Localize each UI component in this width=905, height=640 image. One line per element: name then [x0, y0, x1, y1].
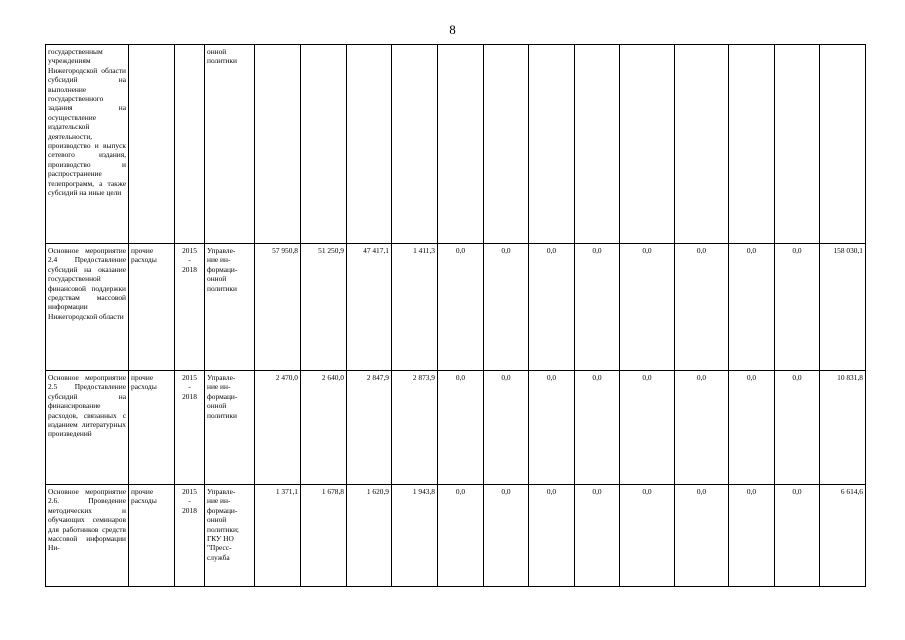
- value-cell: 2 470,0: [255, 371, 301, 485]
- value-cell: 0,0: [438, 244, 484, 371]
- measure-description: Основное мероприятие 2.4 Предоставление субсидий на оказание государственной финансовой поддержки средствам массовой информации Нижегородской области: [46, 244, 129, 371]
- page-number: 8: [449, 22, 456, 37]
- value-cell: 0,0: [575, 244, 620, 371]
- period-years: [175, 45, 205, 244]
- total-cell: 10 831,8: [820, 371, 866, 485]
- executor: Управле- ние ин- формаци- онной политики: [205, 244, 255, 371]
- value-cell: 1 620,9: [347, 485, 392, 587]
- value-cell: 57 950,8: [255, 244, 301, 371]
- table-row: [46, 244, 866, 371]
- value-cell: [620, 45, 675, 244]
- value-cell: [484, 45, 529, 244]
- executor: Управле- ние ин- формаци- онной политики; ГКУ НО "Пресс- служба: [205, 485, 255, 587]
- executor: Управле- ние ин- формаци- онной политики: [205, 371, 255, 485]
- value-cell: [575, 45, 620, 244]
- value-cell: 0,0: [775, 371, 820, 485]
- total-cell: [820, 45, 866, 244]
- value-cell: 0,0: [529, 485, 575, 587]
- value-cell: 0,0: [484, 244, 529, 371]
- value-cell: 0,0: [729, 244, 775, 371]
- value-cell: 0,0: [775, 244, 820, 371]
- value-cell: 0,0: [438, 485, 484, 587]
- period-years: 2015 - 2018: [175, 371, 205, 485]
- expense-category: прочие расходы: [129, 244, 175, 371]
- measure-description: государственным учреждениям Нижегородской области субсидий на выполнение государственного задания на осуществление издательской деятельности, производство и выпуск сетевого издания, производство и распространение телепрограмм, а также субсидий на иные цели: [46, 45, 129, 244]
- total-cell: 158 030,1: [820, 244, 866, 371]
- value-cell: 2 640,0: [301, 371, 347, 485]
- value-cell: 0,0: [675, 244, 729, 371]
- period-years: 2015 - 2018: [175, 485, 205, 587]
- table-row: [46, 485, 866, 587]
- table-row: [46, 371, 866, 485]
- value-cell: 0,0: [675, 485, 729, 587]
- value-cell: 0,0: [529, 371, 575, 485]
- expense-category: прочие расходы: [129, 485, 175, 587]
- value-cell: 0,0: [620, 244, 675, 371]
- value-cell: 0,0: [729, 371, 775, 485]
- expense-category: прочие расходы: [129, 371, 175, 485]
- table-row: [46, 45, 866, 244]
- value-cell: [392, 45, 438, 244]
- value-cell: [438, 45, 484, 244]
- value-cell: 0,0: [775, 485, 820, 587]
- value-cell: [529, 45, 575, 244]
- value-cell: 0,0: [620, 371, 675, 485]
- value-cell: [347, 45, 392, 244]
- value-cell: 0,0: [484, 371, 529, 485]
- total-cell: 6 614,6: [820, 485, 866, 587]
- budget-table: [45, 44, 866, 587]
- value-cell: [675, 45, 729, 244]
- value-cell: 1 411,3: [392, 244, 438, 371]
- value-cell: 0,0: [575, 485, 620, 587]
- executor: онной политики: [205, 45, 255, 244]
- period-years: 2015 - 2018: [175, 244, 205, 371]
- measure-description: Основное мероприятие 2.6. Проведение методических и обучающих семинаров для работников средств массовой информации Ни-: [46, 485, 129, 587]
- value-cell: 2 873,9: [392, 371, 438, 485]
- value-cell: [775, 45, 820, 244]
- value-cell: 0,0: [729, 485, 775, 587]
- value-cell: [729, 45, 775, 244]
- value-cell: 1 678,8: [301, 485, 347, 587]
- value-cell: 0,0: [529, 244, 575, 371]
- expense-category: [129, 45, 175, 244]
- value-cell: [255, 45, 301, 244]
- value-cell: [301, 45, 347, 244]
- value-cell: 1 371,1: [255, 485, 301, 587]
- measure-description: Основное мероприятие 2.5 Предоставление субсидий на финансирование расходов, связанных с изданием литературных произведений: [46, 371, 129, 485]
- value-cell: 0,0: [675, 371, 729, 485]
- value-cell: 0,0: [484, 485, 529, 587]
- value-cell: 0,0: [438, 371, 484, 485]
- value-cell: 0,0: [620, 485, 675, 587]
- value-cell: 1 943,8: [392, 485, 438, 587]
- value-cell: 51 250,9: [301, 244, 347, 371]
- value-cell: 2 847,9: [347, 371, 392, 485]
- value-cell: 47 417,1: [347, 244, 392, 371]
- value-cell: 0,0: [575, 371, 620, 485]
